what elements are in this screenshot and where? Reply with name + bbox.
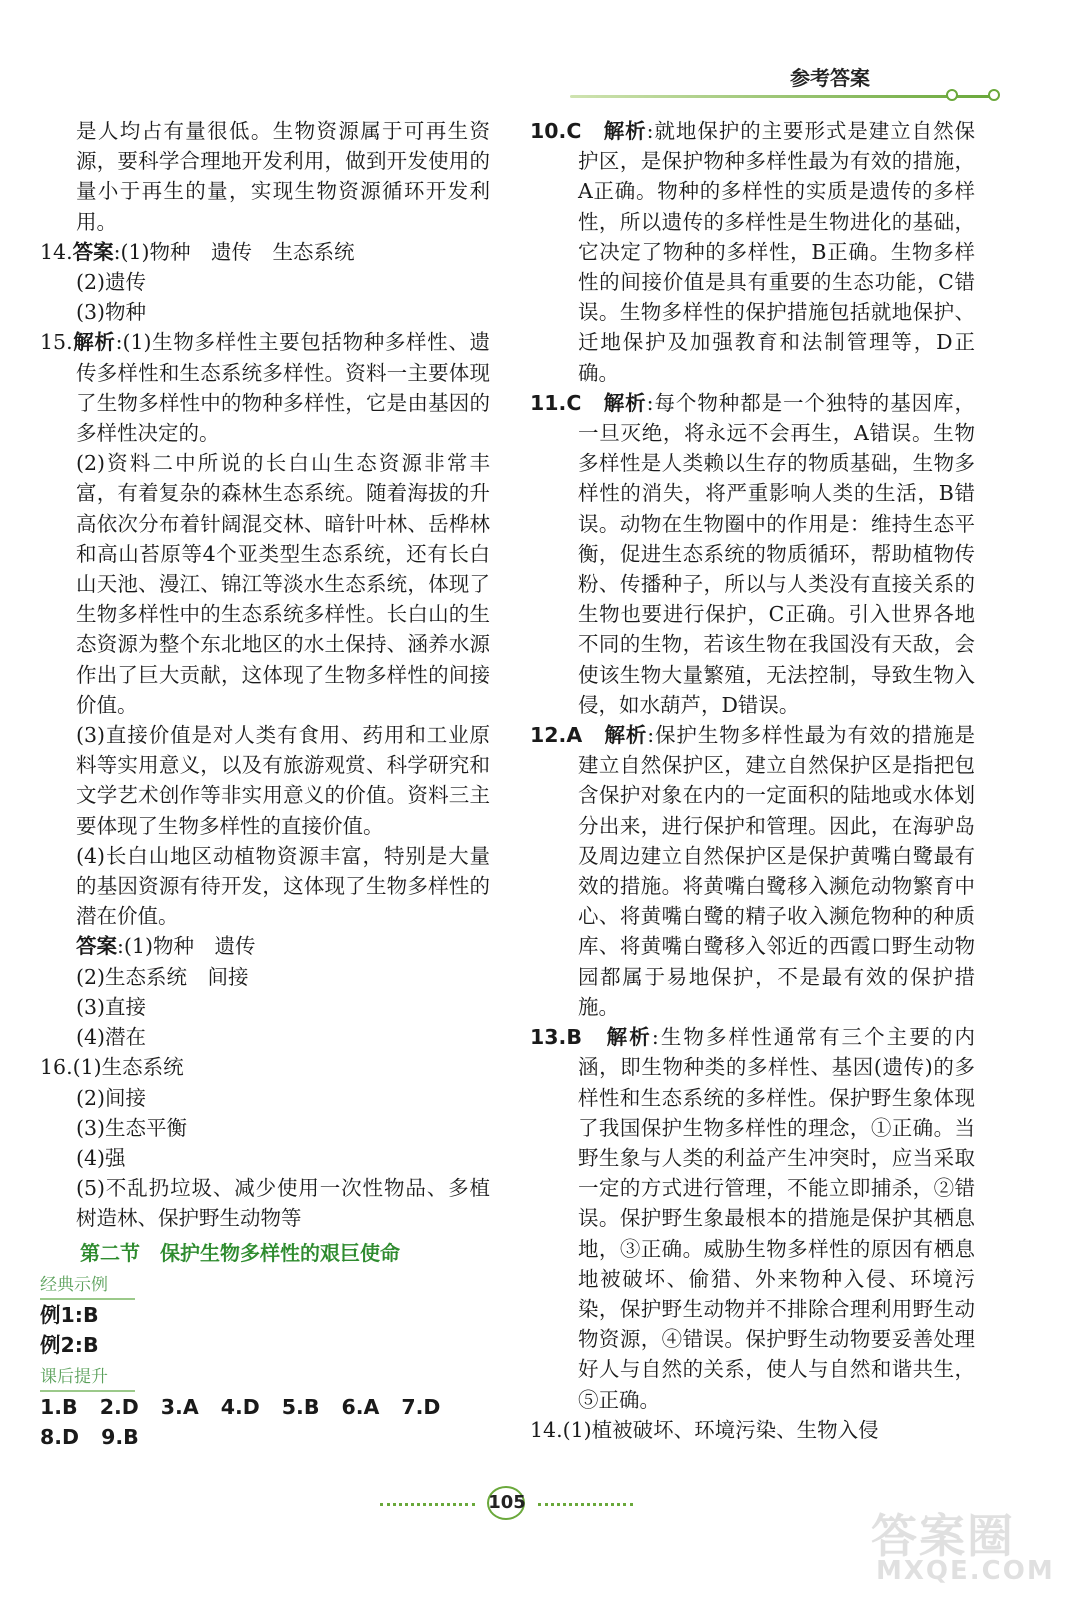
analysis-text: (3)直接价值是对人类有食用、药用和工业原料等实用意义，以及有旅游观赏、科学研究和文学艺术创作等非实用意义的价值。资料三主要体现了生物多样性的直接价值。 bbox=[76, 723, 490, 838]
question-number: 14. bbox=[40, 239, 73, 264]
analysis-text: :(1)生物多样性主要包括物种多样性、遗传多样性和生态系统多样性。资料一主要体现了生物多样性中的物种多样性，它是由基因的多样性决定的。 bbox=[76, 330, 490, 446]
answer-label: 答案 bbox=[76, 934, 117, 959]
answer-text: (5)不乱扔垃圾、减少使用一次性物品、多植树造林、保护野生动物等 bbox=[76, 1176, 490, 1231]
analysis-label: 解析 bbox=[603, 119, 647, 143]
answer-item: 4.D bbox=[220, 1395, 260, 1420]
answer-item: 3.A bbox=[160, 1395, 199, 1420]
question-number: 14. bbox=[530, 1417, 563, 1442]
question-number: 12.A bbox=[530, 723, 583, 748]
page-header bbox=[570, 60, 1010, 105]
question-16 bbox=[40, 1052, 490, 1233]
continued-paragraph: 是人均占有量很低。生物资源属于可再生资源，要科学合理地开发利用，做到开发使用的量小于再生的量，实现生物资源循环开发利用。 bbox=[76, 119, 490, 234]
question-13 bbox=[530, 1022, 975, 1415]
section-tag: 经典示例 bbox=[40, 1272, 135, 1300]
example-answer: 例2:B bbox=[40, 1332, 99, 1357]
watermark-url: MXQE.COM bbox=[876, 1556, 1055, 1586]
analysis-text: :保护生物多样性最为有效的措施是建立自然保护区，建立自然保护区是指把包含保护对象在内的一定面积的陆地或水体划分出来，进行保护和管理。因此，在海驴岛及周边建立自然保护区是保护黄嘴白鹭最有效的措施。将黄嘴白鹭移入濒危动物繁育中心、将黄嘴白鹭的精子收入濒危物种的种质库、将黄嘴白鹭移入邻近的西霞口野生动物园都属于易地保护，不是最有效的保护措施。 bbox=[578, 723, 976, 1019]
watermark-logo bbox=[871, 1500, 1055, 1590]
question-number: 10.C bbox=[530, 119, 582, 143]
answer-item: 6.A bbox=[341, 1395, 380, 1420]
analysis-label: 解析 bbox=[604, 723, 648, 748]
answer-text: (2)遗传 bbox=[76, 270, 147, 295]
answer-item: 2.D bbox=[99, 1395, 139, 1420]
answer-text: (2)生态系统 间接 bbox=[76, 964, 249, 989]
analysis-label: 解析 bbox=[606, 1025, 652, 1050]
analysis-text: (4)长白山地区动植物资源丰富，特别是大量的基因资源有待开发，这体现了生物多样性的潜在价值。 bbox=[76, 843, 490, 929]
answer-text: :(1)物种 遗传 生态系统 bbox=[113, 239, 355, 264]
footer-dotted-line bbox=[380, 1503, 475, 1506]
footer-dotted-line bbox=[538, 1503, 633, 1506]
analysis-text: :生物多样性通常有三个主要的内涵，即生物种类的多样性、基因(遗传)的多样性和生态系统的多样性。保护野生象体现了我国保护生物多样性的理念，①正确。当野生象与人类的利益产生冲突时，应当采取一定的方式进行管理，不能立即捕杀，②错误。保护野生象最根本的措施是保护其栖息地，③正确。威胁生物多样性的原因有栖息地被破坏、偷猎、外来物种入侵、环境污染，保护野生动物并不排除合理利用野生动物资源，④错误。保护野生动物要妥善处理好人与自然的关系，使人与自然和谐共生，⑤正确。 bbox=[578, 1025, 976, 1412]
answers-row bbox=[40, 1422, 490, 1452]
answer-text: (4)潜在 bbox=[76, 1025, 147, 1050]
answer-item: 5.B bbox=[281, 1395, 320, 1420]
header-dot-icon bbox=[988, 89, 1000, 101]
question-10 bbox=[530, 116, 975, 388]
answer-item: 1.B bbox=[40, 1395, 78, 1420]
question-14-right bbox=[530, 1415, 975, 1445]
question-12 bbox=[530, 720, 975, 1022]
answer-text: (3)生态平衡 bbox=[76, 1115, 188, 1140]
answer-text: :(1)物种 遗传 bbox=[117, 934, 256, 959]
answer-text: (3)直接 bbox=[76, 994, 147, 1019]
answers-row bbox=[40, 1392, 490, 1422]
analysis-label: 解析 bbox=[603, 390, 647, 415]
analysis-text: (2)资料二中所说的长白山生态资源非常丰富，有着复杂的森林生态系统。随着海拔的升高依次分布着针阔混交林、暗针叶林、岳桦林和高山苔原等4个亚类型生态系统，还有长白山天池、漫江、锦江等淡水生态系统，体现了生物多样性中的生态系统多样性。长白山的生态资源为整个东北地区的水土保持、涵养水源作出了巨大贡献，这体现了生物多样性的间接价值。 bbox=[76, 451, 490, 717]
answer-text: (4)强 bbox=[76, 1145, 126, 1170]
analysis-label: 解析 bbox=[72, 330, 116, 355]
question-14 bbox=[40, 237, 490, 328]
answer-label: 答案 bbox=[72, 239, 114, 264]
right-column bbox=[530, 116, 975, 1445]
answer-item: 7.D bbox=[401, 1395, 441, 1420]
question-number: 11.C bbox=[530, 390, 582, 415]
answer-text: (3)物种 bbox=[76, 300, 147, 325]
question-11 bbox=[530, 388, 975, 720]
section-tag: 课后提升 bbox=[40, 1364, 135, 1392]
question-15 bbox=[40, 327, 490, 1052]
question-number: 15. bbox=[40, 330, 73, 355]
header-title: 参考答案 bbox=[790, 66, 870, 90]
question-number: 13.B bbox=[530, 1025, 582, 1050]
analysis-text: :每个物种都是一个独特的基因库，一旦灭绝，将永远不会再生，A错误。生物多样性是人类赖以生存的物质基础，生物多样性的消失，将严重影响人类的生活，B错误。动物在生物圈中的作用是：维持生态平衡，促进生态系统的物质循环，帮助植物传粉、传播种子，所以与人类没有直接关系的生物也要进行保护，C正确。引入世界各地不同的生物，若该生物在我国没有天敌，会使该生物大量繁殖，无法控制，导致生物入侵，如水葫芦，D错误。 bbox=[578, 390, 976, 717]
question-number: 16. bbox=[40, 1055, 73, 1080]
example-answer: 例1:B bbox=[40, 1302, 99, 1327]
answer-text: (1)生态系统 bbox=[72, 1055, 184, 1080]
left-column bbox=[40, 116, 490, 1453]
section-title: 第二节 保护生物多样性的艰巨使命 bbox=[80, 1240, 400, 1265]
page-number: 105 bbox=[481, 1486, 533, 1520]
answer-item: 9.B bbox=[101, 1425, 139, 1450]
answer-text: (1)植被破坏、环境污染、生物入侵 bbox=[562, 1417, 879, 1442]
answer-item: 8.D bbox=[40, 1425, 80, 1450]
answer-text: (2)间接 bbox=[76, 1085, 147, 1110]
analysis-text: :就地保护的主要形式是建立自然保护区，是保护物种多样性最为有效的措施，A正确。物种的多样性的实质是遗传的多样性，所以遗传的多样性是生物进化的基础，它决定了物种的多样性，B正确。生物多样性的间接价值是具有重要的生态功能，C错误。生物多样性的保护措施包括就地保护、迁地保护及加强教育和法制管理等，D正确。 bbox=[578, 119, 976, 385]
header-rule bbox=[570, 95, 990, 98]
header-dot-icon bbox=[946, 89, 958, 101]
watermark-text: 答案圈 bbox=[871, 1509, 1015, 1563]
